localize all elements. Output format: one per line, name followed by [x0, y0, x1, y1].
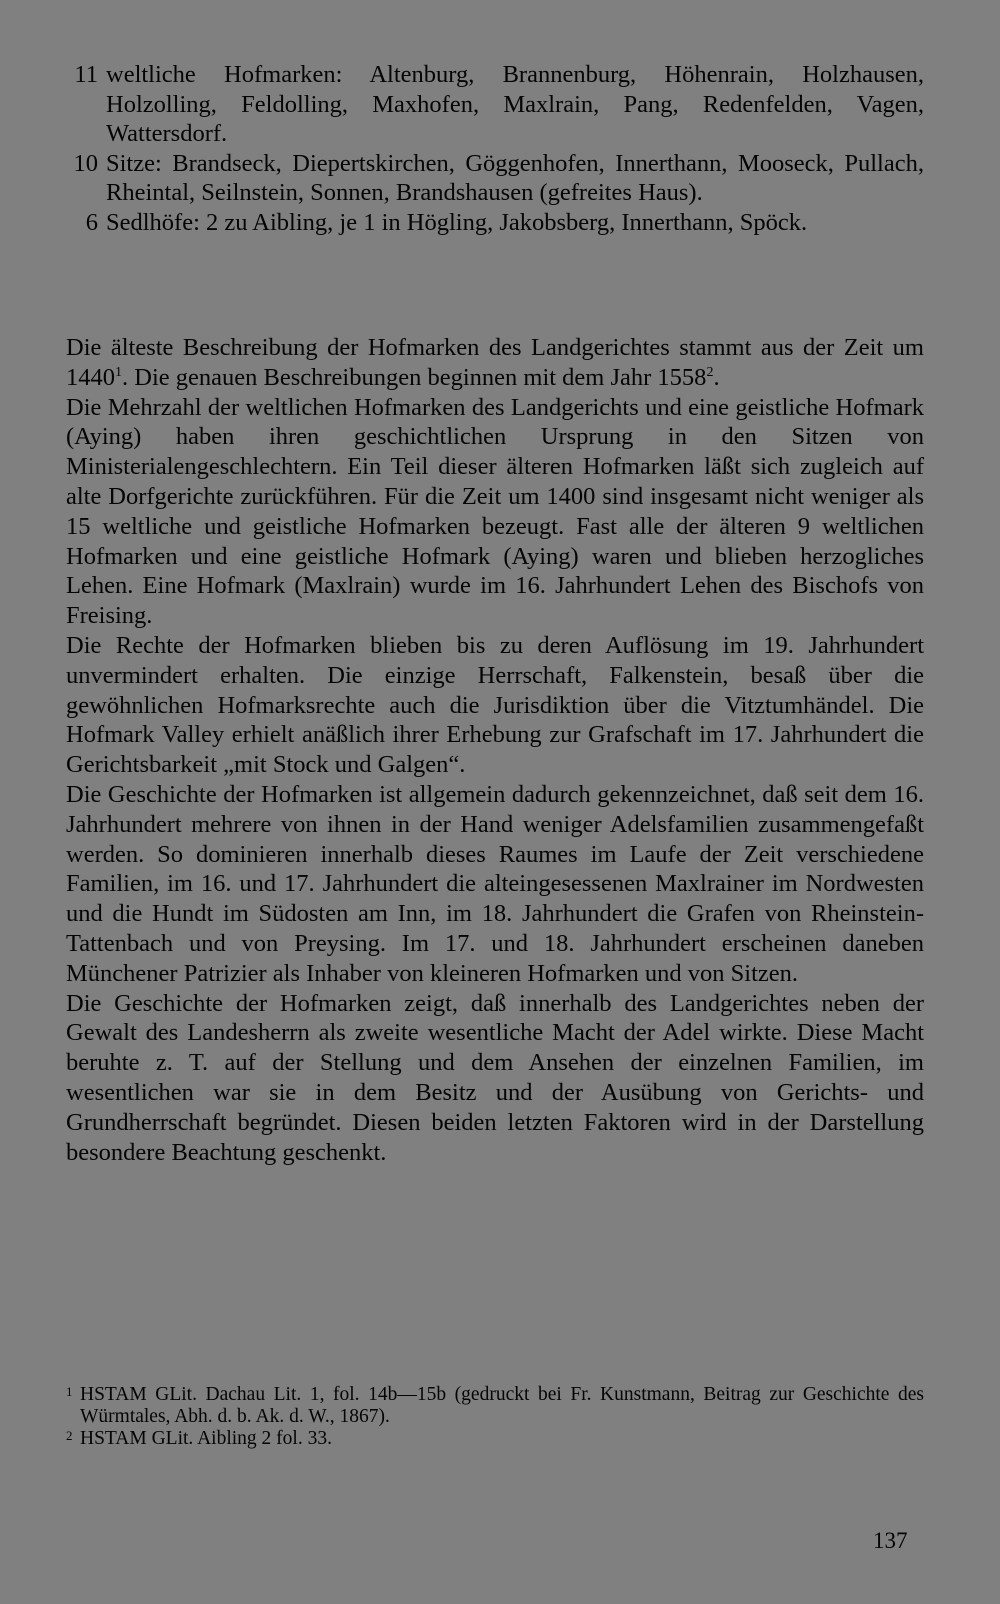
- paragraph-text: .: [713, 363, 720, 391]
- footnotes: [66, 1384, 924, 1450]
- list-item: [66, 60, 924, 149]
- paragraph: Die Rechte der Hofmarken blieben bis zu deren Auflösung im 19. Jahrhundert unvermindert erhalten. Die einzige Herrschaft, Falkenstein, besaß über die gewöhnlichen Hofmarksrechte auch die Jurisdiktion über die Vitztumhändel. Die Hofmark Valley erhielt anäßlich ihrer Erhebung zur Grafschaft im 17. Jahrhundert die Gerichtsbarkeit „mit Stock und Galgen“.: [66, 631, 924, 779]
- paragraph-text: Die älteste Beschreibung der Hofmarken des Landgerichtes stammt aus der Zeit um 1440: [66, 334, 924, 391]
- footnote: [66, 1428, 924, 1450]
- list-item-count: 6: [85, 208, 98, 236]
- body-text: [66, 333, 924, 1167]
- list-item-count: 10: [73, 149, 98, 177]
- footnote-mark: 1: [66, 1384, 73, 1399]
- list-item: [66, 208, 924, 238]
- list-item-count: 11: [74, 61, 98, 88]
- list-item-text: Sedlhöfe: 2 zu Aibling, je 1 in Högling, Jakobsberg, Innerthann, Spöck.: [106, 208, 808, 236]
- footnote-reference: 1: [115, 364, 122, 380]
- paragraph: Die Geschichte der Hofmarken ist allgemein dadurch gekennzeichnet, daß seit dem 16. Jahrhundert mehrere von ihnen in der Hand weniger Adelsfamilien zusammengefaßt werden. So dominieren innerhalb dieses Raumes im Laufe der Zeit verschiedene Familien, im 16. und 17. Jahrhundert die alteingesessenen Maxlrainer im Nordwesten und die Hundt im Südosten am Inn, im 18. Jahrhundert die Grafen von Rheinstein-Tattenbach und von Preysing. Im 17. und 18. Jahrhundert erscheinen daneben Münchener Patrizier als Inhaber von kleineren Hofmarken und von Sitzen.: [66, 780, 924, 987]
- paragraph: Die Mehrzahl der weltlichen Hofmarken des Landgerichts und eine geistliche Hofmark (Aying) haben ihren geschichtlichen Ursprung in den Sitzen von Ministerialengeschlechtern. Ein Teil dieser älteren Hofmarken läßt sich zugleich auf alte Dorfgerichte zurückführen. Für die Zeit um 1400 sind insgesamt nicht weniger als 15 weltliche und geistliche Hofmarken bezeugt. Fast alle der älteren 9 weltlichen Hofmarken und eine geistliche Hofmark (Aying) waren und blieben herzogliches Lehen. Eine Hofmark (Maxlrain) wurde im 16. Jahrhundert Lehen des Bischofs von Freising.: [66, 393, 924, 630]
- footnote-text: HSTAM GLit. Aibling 2 fol. 33.: [80, 1428, 332, 1449]
- paragraph-text: . Die genauen Beschreibungen beginnen mit dem Jahr 1558: [122, 363, 707, 391]
- list-item-text: Sitze: Brandseck, Diepertskirchen, Göggenhofen, Innerthann, Mooseck, Pullach, Rheintal, Seilnstein, Sonnen, Brandshausen (gefreites Haus).: [106, 149, 924, 206]
- page-number: 137: [873, 1528, 908, 1553]
- hofmarken-count-list: [66, 60, 924, 237]
- paragraph: Die Geschichte der Hofmarken zeigt, daß innerhalb des Landgerichtes neben der Gewalt des Landesherrn als zweite wesentliche Macht der Adel wirkte. Diese Macht beruhte z. T. auf der Stellung und dem Ansehen der einzelnen Familien, im wesentlichen war sie in dem Besitz und der Ausübung von Gerichts- und Grundherrschaft begründet. Diesen beiden letzten Faktoren wird in der Darstellung besondere Beachtung geschenkt.: [66, 989, 924, 1166]
- footnote-text: HSTAM GLit. Dachau Lit. 1, fol. 14b—15b (gedruckt bei Fr. Kunstmann, Beitrag zur Geschichte des Würmtales, Abh. d. b. Ak. d. W., 1867).: [80, 1384, 924, 1427]
- footnote: [66, 1384, 924, 1428]
- footnote-reference: 2: [706, 364, 714, 380]
- list-item: [66, 149, 924, 208]
- paragraph: [66, 333, 924, 393]
- list-item-text: weltliche Hofmarken: Altenburg, Brannenburg, Höhenrain, Holzhausen, Holzolling, Feldolling, Maxhofen, Maxlrain, Pang, Redenfelden, Vagen, Wattersdorf.: [106, 61, 924, 147]
- footnote-mark: 2: [66, 1428, 73, 1443]
